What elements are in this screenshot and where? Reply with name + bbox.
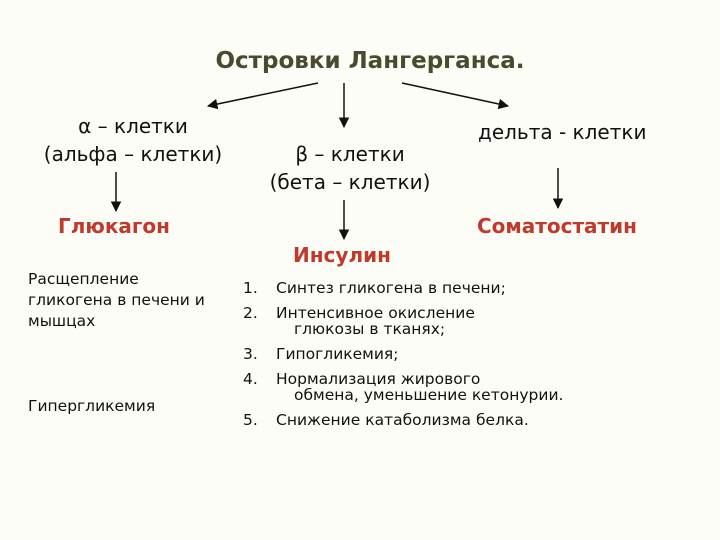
list-item	[243, 369, 563, 406]
list-item-text: Снижение катаболизма белка.	[276, 411, 529, 429]
list-item	[243, 410, 563, 431]
arrow-to-delta	[402, 83, 508, 106]
list-item-number: 4.	[243, 370, 258, 388]
glucagon-effect-line: Расщепление	[28, 270, 139, 288]
glucagon-effect-line: гликогена в печени и	[28, 291, 205, 309]
alpha-cell-node	[28, 112, 238, 168]
glucagon-effect-glycogenolysis	[28, 269, 205, 332]
delta-cell-name: дельта - клетки	[478, 120, 647, 144]
list-item-number: 3.	[243, 345, 258, 363]
list-item	[243, 303, 563, 340]
list-item-text: Синтез гликогена в печени;	[276, 279, 506, 297]
list-item-number: 2.	[243, 304, 258, 322]
glucagon-label: Глюкагон	[58, 214, 170, 238]
list-item-text: обмена, уменьшение кетонурии.	[294, 386, 564, 404]
alpha-cell-alias: (альфа – клетки)	[43, 142, 223, 166]
list-item	[243, 344, 563, 365]
list-item-number: 5.	[243, 411, 258, 429]
arrow-to-alpha	[208, 83, 318, 106]
list-item-text: Гипогликемия;	[276, 345, 399, 363]
delta-cell-node	[478, 118, 646, 146]
beta-cell-name: β – клетки	[295, 142, 405, 166]
beta-cell-node	[250, 140, 450, 196]
glucagon-effect-line: мышцах	[28, 312, 96, 330]
list-item	[243, 278, 563, 299]
beta-cell-alias: (бета – клетки)	[269, 170, 431, 194]
glucagon-effect-hyperglycemia: Гипергликемия	[28, 397, 156, 415]
somatostatin-label: Соматостатин	[477, 214, 637, 238]
list-item-number: 1.	[243, 279, 258, 297]
alpha-cell-name: α – клетки	[78, 114, 188, 138]
list-item-text: глюкозы в тканях;	[294, 320, 446, 338]
diagram-title: Островки Лангерганса.	[215, 48, 525, 74]
insulin-effects-list	[243, 278, 563, 431]
insulin-label: Инсулин	[293, 243, 391, 267]
list-item-text: Интенсивное окисление	[276, 304, 475, 322]
list-item-text: Нормализация жирового	[276, 370, 481, 388]
